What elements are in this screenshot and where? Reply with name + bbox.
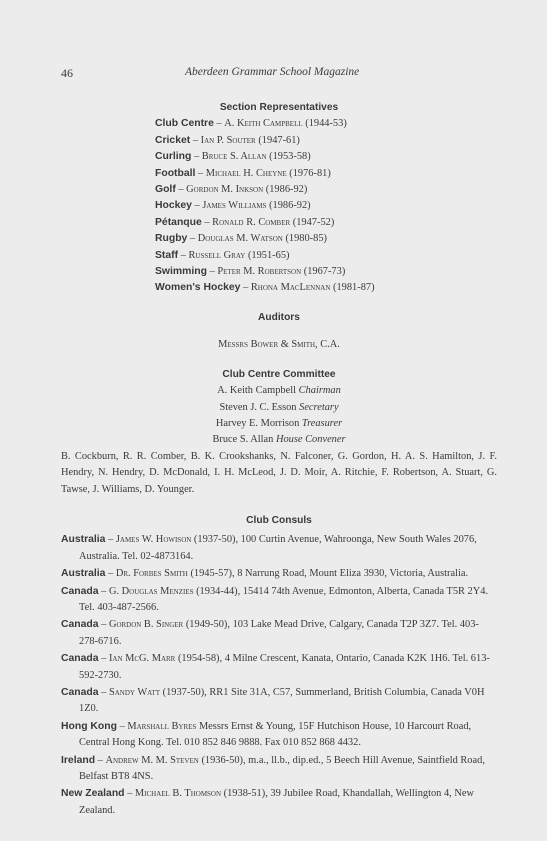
consul-entry: Australia – James W. Howison (1937-50), 100 Curtin Avenue, Wahroonga, New South Wales 2076, Australia. Tel. 02-4873164.	[61, 534, 477, 562]
consul-country: Hong Kong	[61, 720, 117, 732]
rep-name: Ronald R. Comber	[212, 216, 291, 228]
rep-row: Swimming – Peter M. Robertson (1967-73)	[155, 266, 346, 278]
rep-name: A. Keith Campbell	[224, 118, 303, 130]
rep-years: (1986-92)	[265, 184, 308, 196]
rep-row: Hockey – James Williams (1986-92)	[155, 200, 311, 212]
rep-section: Golf	[155, 184, 176, 196]
consul-entry: Ireland – Andrew M. M. Steven (1936-50), m.a., ll.b., dip.ed., 5 Beech Hill Avenue, Saintfield Road, Belfast BT8 4NS.	[61, 754, 485, 783]
rep-years: (1976-81)	[289, 167, 331, 179]
officer-row	[61, 400, 497, 416]
officer-name: A. Keith Campbell	[217, 385, 297, 397]
consul-name: Andrew M. M. Steven	[105, 754, 199, 766]
consul-details: (1949-50), 103 Lake Mead Drive, Calgary, Canada T2P 3Z7. Tel. 403-278-6716.	[79, 619, 479, 647]
consul-country: Canada	[61, 653, 99, 665]
consul-country: Ireland	[61, 754, 96, 766]
magazine-title: Aberdeen Grammar School Magazine	[185, 66, 360, 78]
consul-details: (1937-50), RR1 Site 31A, C57, Summerland, British Columbia, Canada V0H 1Z0.	[79, 687, 485, 715]
officer-role: Secretary	[299, 401, 339, 413]
consul-name: Gordon B. Singer	[108, 619, 184, 631]
consul-details: (1937-50), 100 Curtin Avenue, Wahroonga, New South Wales 2076, Australia. Tel. 02-4873164.	[79, 534, 477, 562]
rep-years: (1980-85)	[285, 233, 327, 245]
rep-section: Pétanque	[155, 216, 202, 228]
consul-country: New Zealand	[61, 788, 125, 800]
officer-name: Harvey E. Morrison	[215, 417, 300, 429]
rep-name: James Williams	[202, 200, 267, 212]
rep-years: (1944-53)	[305, 118, 347, 130]
rep-name: Ian P. Souter	[200, 134, 256, 146]
rep-row: Staff – Russell Gray (1951-65)	[155, 249, 290, 261]
consul-entry: Canada – Ian McG. Marr (1954-58), 4 Milne Crescent, Kanata, Ontario, Canada K2K 1H6. Tel. 613-592-2730.	[61, 653, 490, 681]
consul-country: Canada	[61, 687, 99, 698]
auditors-heading: Auditors	[258, 311, 300, 323]
rep-years: (1947-61)	[258, 134, 300, 146]
consul-details: (1954-58), 4 Milne Crescent, Kanata, Ontario, Canada K2K 1H6. Tel. 613-592-2730.	[79, 653, 490, 681]
consul-country: Canada	[61, 619, 99, 631]
rep-section: Swimming	[155, 266, 207, 278]
consul-country: Canada	[61, 585, 99, 597]
consul-entry: Canada – Sandy Watt (1937-50), RR1 Site 31A, C57, Summerland, British Columbia, Canada V0H 1Z0.	[61, 687, 485, 715]
consul-name: Michael B. Thomson	[134, 788, 222, 800]
consul-details: (1945-57), 8 Narrung Road, Mount Eliza 3930, Victoria, Australia.	[190, 568, 469, 580]
rep-years: (1986-92)	[269, 200, 311, 212]
rep-section: Rugby	[155, 233, 188, 245]
officer-row	[61, 383, 497, 399]
rep-name: Bruce S. Allan	[201, 151, 267, 163]
officer-role: Chairman	[298, 385, 341, 397]
committee-heading: Club Centre Committee	[222, 368, 336, 380]
officer-name: Bruce S. Allan	[212, 434, 274, 446]
rep-row: Women's Hockey – Rhona MacLennan (1981-87)	[155, 282, 375, 294]
rep-name: Douglas M. Watson	[197, 233, 283, 245]
rep-years: (1951-65)	[247, 249, 290, 261]
officer-role: Treasurer	[301, 417, 343, 429]
officer-name: Steven J. C. Esson	[219, 401, 297, 413]
section-reps-list	[155, 116, 497, 296]
consul-country: Australia	[61, 534, 106, 546]
committee-members: B. Cockburn, R. R. Comber, B. K. Crookshanks, N. Falconer, G. Gordon, H. A. S. Hamilton, J. F. Hendry, N. Hendry, D. McDonald, I. H. McLeod, J. D. Moir, A. Ritchie, F. Robertson, A. Stuart, G. Tawse, J. Williams, D. Younger.	[61, 450, 497, 495]
rep-years: (1953-58)	[269, 151, 311, 163]
rep-name: Rhona MacLennan	[250, 282, 331, 294]
auditors-text: Messrs Bower & Smith, C.A.	[218, 339, 340, 351]
officer-row	[61, 432, 497, 448]
page-number: 46	[61, 66, 73, 80]
rep-years: (1981-87)	[333, 282, 375, 294]
consul-details: (1936-50), m.a., ll.b., dip.ed., 5 Beech Hill Avenue, Saintfield Road, Belfast BT8 4NS.	[79, 754, 485, 783]
consul-details: (1934-44), 15414 74th Avenue, Edmonton, Alberta, Canada T5R 2Y4. Tel. 403-487-2566.	[79, 585, 489, 613]
consuls-list	[61, 532, 497, 819]
page-content	[61, 100, 497, 820]
rep-row: Football – Michael H. Cheyne (1976-81)	[155, 167, 331, 179]
rep-row: Curling – Bruce S. Allan (1953-58)	[155, 151, 311, 163]
rep-row: Golf – Gordon M. Inkson (1986-92)	[155, 184, 308, 196]
consul-name: G. Douglas Menzies	[108, 585, 194, 597]
consul-entry: Canada – Gordon B. Singer (1949-50), 103 Lake Mead Drive, Calgary, Canada T2P 3Z7. Tel. 403-278-6716.	[61, 619, 479, 647]
rep-section: Curling	[155, 151, 192, 163]
rep-years: (1947-52)	[292, 216, 335, 228]
rep-name: Peter M. Robertson	[217, 266, 302, 278]
consul-name: Sandy Watt	[108, 687, 160, 698]
rep-years: (1967-73)	[303, 266, 346, 278]
rep-section: Hockey	[155, 200, 192, 212]
rep-section: Football	[155, 167, 196, 179]
rep-row: Pétanque – Ronald R. Comber (1947-52)	[155, 216, 335, 228]
consul-name: James W. Howison	[115, 534, 192, 546]
rep-name: Russell Gray	[188, 249, 246, 261]
rep-row: Rugby – Douglas M. Watson (1980-85)	[155, 233, 327, 245]
rep-section: Cricket	[155, 134, 191, 146]
consul-entry: Hong Kong – Marshall Byres Messrs Ernst & Young, 15F Hutchison House, 10 Harcourt Road, Central Hong Kong. Tel. 010 852 846 9888. Fax 010 852 868 4432.	[61, 720, 472, 749]
consul-name: Ian McG. Marr	[108, 653, 176, 665]
rep-section: Club Centre	[155, 118, 214, 130]
section-reps-heading: Section Representatives	[219, 102, 339, 113]
consul-name: Marshall Byres	[127, 720, 197, 732]
consul-details: (1938-51), 39 Jubilee Road, Khandallah, Wellington 4, New Zealand.	[79, 788, 474, 816]
consul-entry: Canada – G. Douglas Menzies (1934-44), 15414 74th Avenue, Edmonton, Alberta, Canada T5R 2Y4. Tel. 403-487-2566.	[61, 585, 489, 613]
rep-section: Staff	[155, 249, 179, 261]
consuls-heading: Club Consuls	[246, 514, 312, 526]
rep-name: Michael H. Cheyne	[205, 167, 287, 179]
rep-section: Women's Hockey	[155, 282, 241, 294]
rep-row: Cricket – Ian P. Souter (1947-61)	[155, 134, 300, 146]
officer-row	[61, 416, 497, 432]
committee-officers	[61, 383, 497, 449]
consul-entry: Australia – Dr. Forbes Smith (1945-57), 8 Narrung Road, Mount Eliza 3930, Victoria, Australia.	[61, 568, 469, 580]
rep-name: Gordon M. Inkson	[186, 184, 264, 196]
consul-country: Australia	[61, 568, 106, 580]
consul-name: Dr. Forbes Smith	[115, 568, 188, 580]
consul-entry: New Zealand – Michael B. Thomson (1938-51), 39 Jubilee Road, Khandallah, Wellington 4, New Zealand.	[61, 788, 474, 816]
officer-role: House Convener	[275, 434, 346, 446]
rep-row: Club Centre – A. Keith Campbell (1944-53)	[155, 118, 347, 130]
consul-details: Messrs Ernst & Young, 15F Hutchison House, 10 Harcourt Road, Central Hong Kong. Tel. 010 852 846 9888. Fax 010 852 868 4432.	[79, 720, 472, 749]
